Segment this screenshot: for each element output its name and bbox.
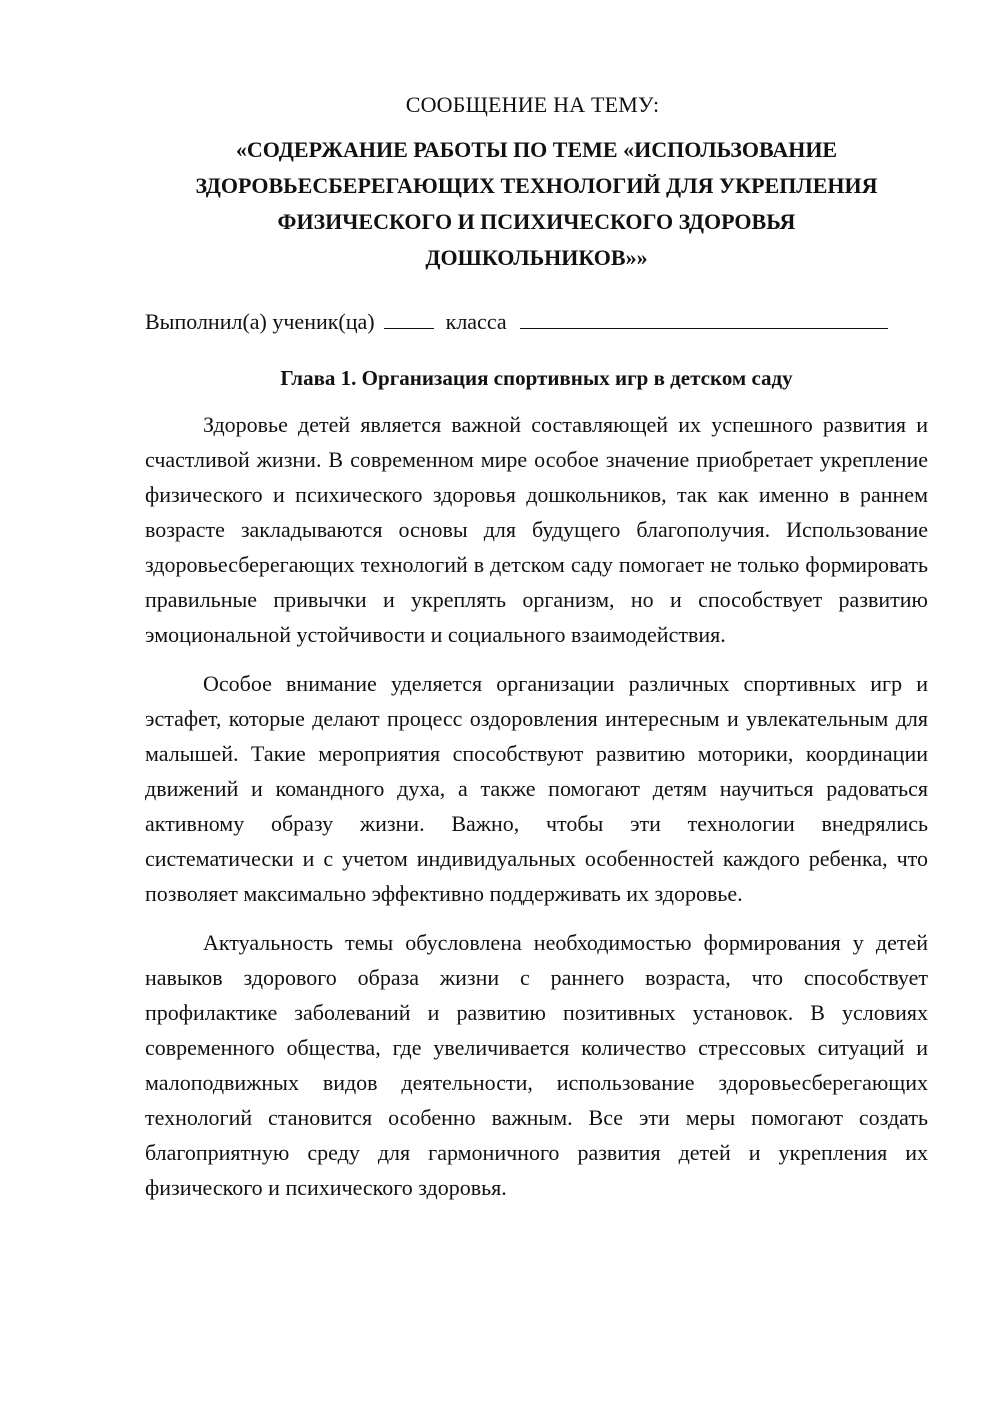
name-blank xyxy=(520,306,888,329)
body-paragraph: Здоровье детей является важной составляющей их успешного развития и счастливой жизни. В современном мире особое значение приобретает укрепление физического и психического здоровья дошкольников, так как именно в раннем возрасте закладываются основы для будущего благополучия. Использование здоровьесберегающих технологий в детском саду помогает не только формировать правильные привычки и укреплять организм, но и способствует развитию эмоциональной устойчивости и социального взаимодействия. xyxy=(145,412,928,647)
author-line xyxy=(145,306,928,337)
title-line: ЗДОРОВЬЕСБЕРЕГАЮЩИХ ТЕХНОЛОГИЙ ДЛЯ УКРЕПЛЕНИЯ xyxy=(195,173,878,198)
grade-blank xyxy=(384,306,434,329)
title-line: ДОШКОЛЬНИКОВ»» xyxy=(425,245,648,270)
title-line: ФИЗИЧЕСКОГО И ПСИХИЧЕСКОГО ЗДОРОВЬЯ xyxy=(277,209,796,234)
body-paragraph: Особое внимание уделяется организации различных спортивных игр и эстафет, которые делают процесс оздоровления интересным и увлекательным для малышей. Такие мероприятия способствуют развитию моторики, координации движений и командного духа, а также помогают детям научиться радоваться активному образу жизни. Важно, чтобы эти технологии внедрялись систематически и с учетом индивидуальных особенностей каждого ребенка, что позволяет максимально эффективно поддерживать их здоровье. xyxy=(145,671,928,906)
document-title xyxy=(131,132,942,276)
body-paragraph: Актуальность темы обусловлена необходимостью формирования у детей навыков здорового образа жизни с раннего возраста, что способствует профилактике заболеваний и развитию позитивных установок. В условиях современного общества, где увеличивается количество стрессовых ситуаций и малоподвижных видов деятельности, использование здоровьесберегающих технологий становится особенно важным. Все эти меры помогают создать благоприятную среду для гармоничного развития детей и укрепления их физического и психического здоровья. xyxy=(145,930,928,1200)
author-label: Выполнил(а) ученик(ца) xyxy=(145,309,375,334)
chapter-heading: Глава 1. Организация спортивных игр в детском саду xyxy=(280,366,793,390)
document-kicker: СООБЩЕНИЕ НА ТЕМУ: xyxy=(405,92,660,117)
title-line: «СОДЕРЖАНИЕ РАБОТЫ ПО ТЕМЕ «ИСПОЛЬЗОВАНИЕ xyxy=(235,137,838,162)
class-label: класса xyxy=(445,309,507,334)
